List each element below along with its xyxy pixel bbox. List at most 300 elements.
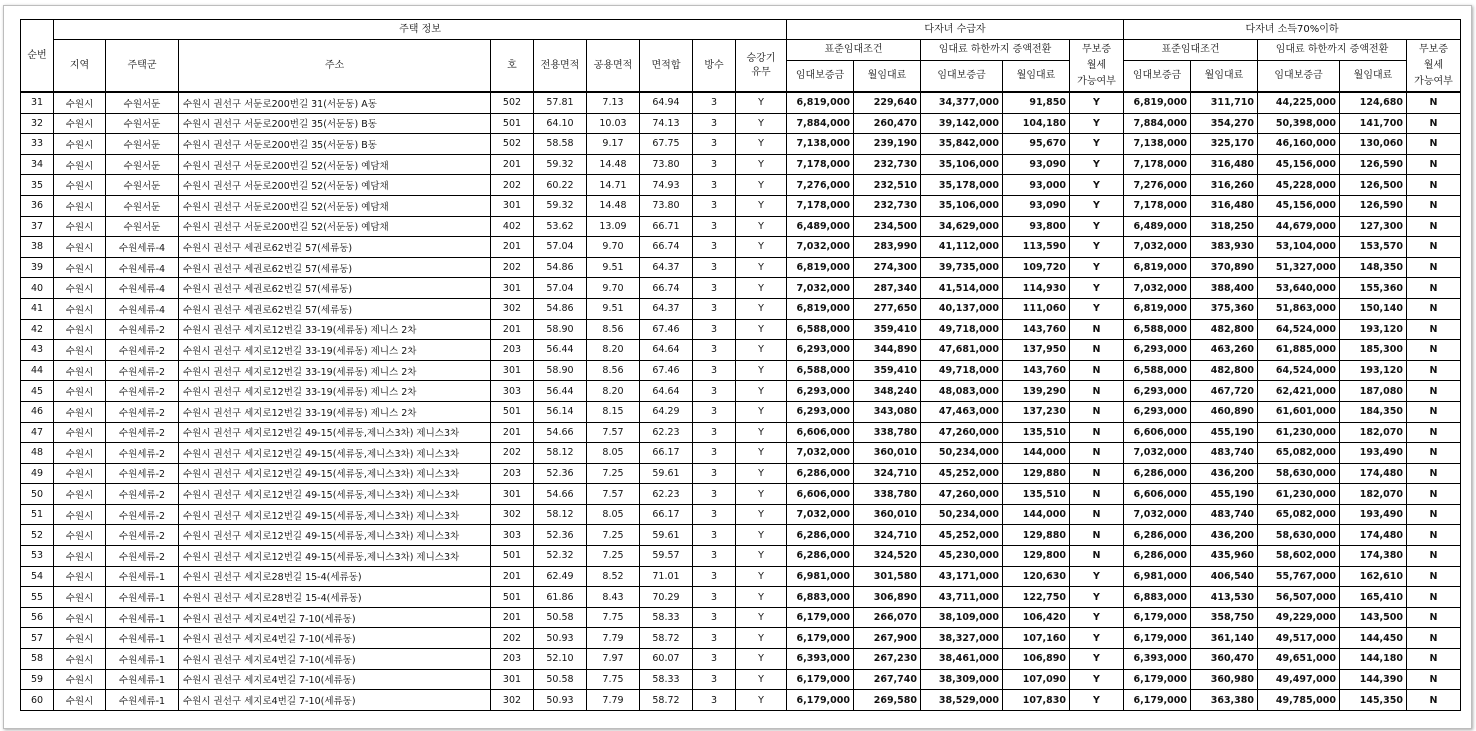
cell-exclusive-area: 58.12 xyxy=(534,443,587,464)
cell-no-deposit-b: N xyxy=(1407,237,1461,258)
cell-exclusive-area: 50.93 xyxy=(534,690,587,711)
cell-monthly-a2: 107,090 xyxy=(1003,669,1070,690)
cell-housing-group: 수원세류-2 xyxy=(106,443,179,464)
deposit-a2: 임대보증금 xyxy=(921,61,1003,93)
cell-unit: 302 xyxy=(491,298,534,319)
cell-deposit-a1: 6,588,000 xyxy=(787,360,854,381)
cell-common-area: 7.75 xyxy=(587,669,640,690)
cell-address: 수원시 권선구 세지로12번길 33-19(세류동) 제니스 2차 xyxy=(179,340,491,361)
cell-monthly-b1: 360,980 xyxy=(1191,669,1258,690)
cell-address: 수원시 권선구 세지로4번길 7-10(세류동) xyxy=(179,690,491,711)
cell-deposit-b1: 6,286,000 xyxy=(1124,525,1191,546)
cell-deposit-a1: 6,286,000 xyxy=(787,463,854,484)
cell-seq: 53 xyxy=(21,546,54,567)
cell-address: 수원시 권선구 세지로12번길 49-15(세류동,제니스3차) 제니스3차 xyxy=(179,463,491,484)
cell-monthly-a1: 260,470 xyxy=(854,113,921,134)
cell-common-area: 8.52 xyxy=(587,566,640,587)
cell-elevator: Y xyxy=(736,566,787,587)
cell-monthly-b2: 124,680 xyxy=(1340,92,1407,113)
cell-monthly-a1: 267,230 xyxy=(854,649,921,670)
cell-no-deposit-a: N xyxy=(1070,546,1124,567)
cell-rooms: 3 xyxy=(693,401,736,422)
cell-common-area: 7.13 xyxy=(587,92,640,113)
cell-deposit-a1: 6,606,000 xyxy=(787,422,854,443)
cell-common-area: 7.57 xyxy=(587,422,640,443)
cell-exclusive-area: 56.44 xyxy=(534,340,587,361)
cell-area-sum: 64.37 xyxy=(640,298,693,319)
cell-monthly-b2: 144,180 xyxy=(1340,649,1407,670)
cell-seq: 48 xyxy=(21,443,54,464)
cell-rooms: 3 xyxy=(693,504,736,525)
cell-region: 수원시 xyxy=(54,113,106,134)
cell-monthly-a1: 344,890 xyxy=(854,340,921,361)
cell-region: 수원시 xyxy=(54,525,106,546)
cell-deposit-a1: 6,286,000 xyxy=(787,546,854,567)
cell-monthly-b1: 455,190 xyxy=(1191,484,1258,505)
cell-address: 수원시 권선구 세지로28번길 15-4(세류동) xyxy=(179,566,491,587)
table-row xyxy=(21,381,1461,402)
cell-area-sum: 70.29 xyxy=(640,587,693,608)
cell-monthly-b2: 153,570 xyxy=(1340,237,1407,258)
cell-housing-group: 수원서둔 xyxy=(106,154,179,175)
cell-rooms: 3 xyxy=(693,340,736,361)
cell-deposit-b2: 58,630,000 xyxy=(1258,463,1340,484)
cell-unit: 501 xyxy=(491,587,534,608)
cell-deposit-b1: 6,293,000 xyxy=(1124,401,1191,422)
cell-seq: 37 xyxy=(21,216,54,237)
cell-rooms: 3 xyxy=(693,113,736,134)
cell-monthly-a1: 324,710 xyxy=(854,463,921,484)
cell-monthly-b1: 455,190 xyxy=(1191,422,1258,443)
cell-deposit-a1: 6,981,000 xyxy=(787,566,854,587)
cell-elevator: Y xyxy=(736,525,787,546)
cell-elevator: Y xyxy=(736,195,787,216)
cell-monthly-a2: 93,090 xyxy=(1003,195,1070,216)
cell-region: 수원시 xyxy=(54,607,106,628)
cell-exclusive-area: 58.12 xyxy=(534,504,587,525)
cell-seq: 36 xyxy=(21,195,54,216)
cell-no-deposit-b: N xyxy=(1407,195,1461,216)
cell-monthly-a1: 283,990 xyxy=(854,237,921,258)
cell-no-deposit-a: Y xyxy=(1070,175,1124,196)
cell-monthly-b2: 127,300 xyxy=(1340,216,1407,237)
cell-exclusive-area: 54.66 xyxy=(534,484,587,505)
cell-monthly-a2: 93,000 xyxy=(1003,175,1070,196)
cell-address: 수원시 권선구 서둔로200번길 52(서둔동) 예담채 xyxy=(179,154,491,175)
cell-seq: 33 xyxy=(21,134,54,155)
cell-common-area: 8.05 xyxy=(587,443,640,464)
cell-deposit-b1: 6,179,000 xyxy=(1124,607,1191,628)
cell-unit: 301 xyxy=(491,195,534,216)
cell-area-sum: 64.29 xyxy=(640,401,693,422)
cell-address: 수원시 권선구 세지로12번길 33-19(세류동) 제니스 2차 xyxy=(179,360,491,381)
cell-rooms: 3 xyxy=(693,278,736,299)
cell-monthly-b1: 482,800 xyxy=(1191,319,1258,340)
cell-monthly-b2: 193,490 xyxy=(1340,504,1407,525)
cell-deposit-b1: 6,179,000 xyxy=(1124,690,1191,711)
cell-housing-group: 수원세류-1 xyxy=(106,649,179,670)
monthly-b1: 월임대료 xyxy=(1191,61,1258,93)
cell-deposit-a1: 6,293,000 xyxy=(787,340,854,361)
cell-deposit-a2: 39,142,000 xyxy=(921,113,1003,134)
cell-area-sum: 64.64 xyxy=(640,381,693,402)
cell-no-deposit-a: Y xyxy=(1070,113,1124,134)
cell-seq: 51 xyxy=(21,504,54,525)
cell-monthly-b2: 185,300 xyxy=(1340,340,1407,361)
cell-deposit-b1: 7,276,000 xyxy=(1124,175,1191,196)
cell-region: 수원시 xyxy=(54,628,106,649)
cell-unit: 501 xyxy=(491,401,534,422)
cell-monthly-a1: 232,730 xyxy=(854,154,921,175)
cell-deposit-a1: 6,819,000 xyxy=(787,298,854,319)
cell-seq: 45 xyxy=(21,381,54,402)
cell-housing-group: 수원세류-1 xyxy=(106,587,179,608)
cell-elevator: Y xyxy=(736,154,787,175)
cell-monthly-b1: 460,890 xyxy=(1191,401,1258,422)
cell-deposit-a1: 7,178,000 xyxy=(787,154,854,175)
cell-rooms: 3 xyxy=(693,690,736,711)
cell-monthly-b1: 360,470 xyxy=(1191,649,1258,670)
cell-deposit-b2: 49,785,000 xyxy=(1258,690,1340,711)
table-row xyxy=(21,237,1461,258)
cell-address: 수원시 권선구 세지로28번길 15-4(세류동) xyxy=(179,587,491,608)
cell-common-area: 10.03 xyxy=(587,113,640,134)
cell-region: 수원시 xyxy=(54,278,106,299)
cell-area-sum: 74.93 xyxy=(640,175,693,196)
cell-deposit-b2: 61,885,000 xyxy=(1258,340,1340,361)
cell-region: 수원시 xyxy=(54,649,106,670)
cell-unit: 201 xyxy=(491,607,534,628)
cell-deposit-b1: 6,179,000 xyxy=(1124,669,1191,690)
cell-address: 수원시 권선구 세지로4번길 7-10(세류동) xyxy=(179,669,491,690)
cell-monthly-b2: 182,070 xyxy=(1340,484,1407,505)
cell-elevator: Y xyxy=(736,134,787,155)
cell-monthly-a1: 348,240 xyxy=(854,381,921,402)
cell-monthly-b2: 130,060 xyxy=(1340,134,1407,155)
cell-monthly-a1: 239,190 xyxy=(854,134,921,155)
cell-area-sum: 58.72 xyxy=(640,690,693,711)
cell-area-sum: 71.01 xyxy=(640,566,693,587)
cell-no-deposit-b: N xyxy=(1407,443,1461,464)
cell-monthly-a1: 229,640 xyxy=(854,92,921,113)
cell-unit: 301 xyxy=(491,669,534,690)
cell-monthly-a1: 359,410 xyxy=(854,319,921,340)
cell-housing-group: 수원세류-2 xyxy=(106,525,179,546)
cell-rooms: 3 xyxy=(693,195,736,216)
cell-monthly-b1: 370,890 xyxy=(1191,257,1258,278)
cell-unit: 301 xyxy=(491,278,534,299)
cell-monthly-b1: 436,200 xyxy=(1191,525,1258,546)
conv-b: 임대료 하한까지 증액전환 xyxy=(1258,40,1407,61)
cell-monthly-b1: 413,530 xyxy=(1191,587,1258,608)
cell-monthly-b2: 148,350 xyxy=(1340,257,1407,278)
cell-monthly-a1: 269,580 xyxy=(854,690,921,711)
cell-deposit-b1: 6,819,000 xyxy=(1124,298,1191,319)
cell-monthly-a1: 232,730 xyxy=(854,195,921,216)
cell-deposit-b1: 6,293,000 xyxy=(1124,340,1191,361)
cell-unit: 202 xyxy=(491,257,534,278)
cell-monthly-b2: 143,500 xyxy=(1340,607,1407,628)
cell-deposit-a1: 6,179,000 xyxy=(787,607,854,628)
cell-monthly-a2: 135,510 xyxy=(1003,422,1070,443)
cell-monthly-b1: 358,750 xyxy=(1191,607,1258,628)
cell-elevator: Y xyxy=(736,422,787,443)
cell-area-sum: 66.71 xyxy=(640,216,693,237)
cell-deposit-a2: 50,234,000 xyxy=(921,504,1003,525)
cell-deposit-b2: 58,630,000 xyxy=(1258,525,1340,546)
cell-no-deposit-b: N xyxy=(1407,257,1461,278)
cell-elevator: Y xyxy=(736,216,787,237)
cell-no-deposit-a: Y xyxy=(1070,154,1124,175)
cell-no-deposit-b: N xyxy=(1407,340,1461,361)
table-row xyxy=(21,401,1461,422)
cell-no-deposit-a: Y xyxy=(1070,278,1124,299)
cell-deposit-b1: 6,606,000 xyxy=(1124,484,1191,505)
cell-deposit-b2: 61,230,000 xyxy=(1258,422,1340,443)
cell-no-deposit-b: N xyxy=(1407,92,1461,113)
cell-monthly-b1: 483,740 xyxy=(1191,504,1258,525)
cell-common-area: 7.25 xyxy=(587,525,640,546)
cell-monthly-a1: 234,500 xyxy=(854,216,921,237)
cell-seq: 52 xyxy=(21,525,54,546)
cell-region: 수원시 xyxy=(54,690,106,711)
cell-exclusive-area: 64.10 xyxy=(534,113,587,134)
cell-common-area: 9.70 xyxy=(587,278,640,299)
table-row xyxy=(21,504,1461,525)
cell-region: 수원시 xyxy=(54,360,106,381)
cell-monthly-b1: 375,360 xyxy=(1191,298,1258,319)
cell-deposit-b2: 61,601,000 xyxy=(1258,401,1340,422)
cell-elevator: Y xyxy=(736,175,787,196)
cell-monthly-a2: 143,760 xyxy=(1003,360,1070,381)
cell-address: 수원시 권선구 세권로62번길 57(세류동) xyxy=(179,278,491,299)
cell-monthly-a2: 129,880 xyxy=(1003,525,1070,546)
cell-monthly-a1: 338,780 xyxy=(854,484,921,505)
cell-common-area: 7.79 xyxy=(587,628,640,649)
cell-rooms: 3 xyxy=(693,92,736,113)
cell-area-sum: 66.74 xyxy=(640,278,693,299)
cell-elevator: Y xyxy=(736,669,787,690)
cell-common-area: 7.25 xyxy=(587,463,640,484)
cell-region: 수원시 xyxy=(54,669,106,690)
cell-monthly-b2: 144,390 xyxy=(1340,669,1407,690)
cell-unit: 201 xyxy=(491,422,534,443)
cell-unit: 203 xyxy=(491,649,534,670)
cell-common-area: 7.79 xyxy=(587,690,640,711)
cell-no-deposit-b: N xyxy=(1407,669,1461,690)
group-multi-child: 다자녀 수급자 xyxy=(787,20,1124,40)
cell-no-deposit-b: N xyxy=(1407,504,1461,525)
cell-seq: 58 xyxy=(21,649,54,670)
cell-rooms: 3 xyxy=(693,525,736,546)
cell-housing-group: 수원세류-2 xyxy=(106,381,179,402)
cell-no-deposit-a: Y xyxy=(1070,649,1124,670)
cell-no-deposit-a: Y xyxy=(1070,628,1124,649)
cell-monthly-a2: 93,090 xyxy=(1003,154,1070,175)
col-rooms: 방수 xyxy=(693,40,736,93)
cell-monthly-a2: 137,230 xyxy=(1003,401,1070,422)
cell-address: 수원시 권선구 세권로62번길 57(세류동) xyxy=(179,237,491,258)
cell-deposit-b2: 50,398,000 xyxy=(1258,113,1340,134)
group-house-info: 주택 정보 xyxy=(54,20,787,40)
cell-housing-group: 수원세류-4 xyxy=(106,278,179,299)
cell-no-deposit-b: N xyxy=(1407,113,1461,134)
table-row xyxy=(21,546,1461,567)
cell-address: 수원시 권선구 세지로12번길 49-15(세류동,제니스3차) 제니스3차 xyxy=(179,443,491,464)
cell-elevator: Y xyxy=(736,340,787,361)
cell-region: 수원시 xyxy=(54,257,106,278)
cell-area-sum: 73.80 xyxy=(640,154,693,175)
cell-monthly-a1: 232,510 xyxy=(854,175,921,196)
cell-region: 수원시 xyxy=(54,195,106,216)
cell-deposit-a1: 7,032,000 xyxy=(787,443,854,464)
cell-unit: 301 xyxy=(491,484,534,505)
cell-elevator: Y xyxy=(736,278,787,299)
cell-monthly-a2: 106,420 xyxy=(1003,607,1070,628)
housing-table xyxy=(20,19,1461,711)
cell-housing-group: 수원세류-2 xyxy=(106,340,179,361)
cell-area-sum: 64.37 xyxy=(640,257,693,278)
cell-monthly-b1: 483,740 xyxy=(1191,443,1258,464)
cell-housing-group: 수원서둔 xyxy=(106,134,179,155)
cell-deposit-a2: 48,083,000 xyxy=(921,381,1003,402)
table-row xyxy=(21,463,1461,484)
cell-monthly-a2: 129,800 xyxy=(1003,546,1070,567)
cell-seq: 46 xyxy=(21,401,54,422)
cell-rooms: 3 xyxy=(693,443,736,464)
cell-deposit-b2: 65,082,000 xyxy=(1258,443,1340,464)
cell-deposit-a2: 38,327,000 xyxy=(921,628,1003,649)
cell-deposit-a1: 6,489,000 xyxy=(787,216,854,237)
cell-deposit-b2: 51,863,000 xyxy=(1258,298,1340,319)
cell-unit: 202 xyxy=(491,175,534,196)
cell-housing-group: 수원세류-2 xyxy=(106,422,179,443)
table-row xyxy=(21,360,1461,381)
cell-rooms: 3 xyxy=(693,298,736,319)
cell-address: 수원시 권선구 세지로4번길 7-10(세류동) xyxy=(179,628,491,649)
cell-region: 수원시 xyxy=(54,546,106,567)
cell-monthly-b1: 406,540 xyxy=(1191,566,1258,587)
cell-monthly-b1: 325,170 xyxy=(1191,134,1258,155)
cell-deposit-b1: 6,286,000 xyxy=(1124,546,1191,567)
cell-monthly-b1: 463,260 xyxy=(1191,340,1258,361)
cell-housing-group: 수원서둔 xyxy=(106,175,179,196)
cell-monthly-a2: 144,000 xyxy=(1003,443,1070,464)
cell-region: 수원시 xyxy=(54,92,106,113)
cell-common-area: 9.70 xyxy=(587,237,640,258)
cell-no-deposit-b: N xyxy=(1407,649,1461,670)
cell-elevator: Y xyxy=(736,463,787,484)
cell-seq: 56 xyxy=(21,607,54,628)
cell-no-deposit-a: N xyxy=(1070,443,1124,464)
cell-elevator: Y xyxy=(736,237,787,258)
cell-no-deposit-a: N xyxy=(1070,525,1124,546)
cell-unit: 303 xyxy=(491,381,534,402)
cell-region: 수원시 xyxy=(54,566,106,587)
cell-monthly-b2: 155,360 xyxy=(1340,278,1407,299)
cell-seq: 38 xyxy=(21,237,54,258)
cell-deposit-a2: 43,711,000 xyxy=(921,587,1003,608)
table-row xyxy=(21,92,1461,113)
cell-seq: 41 xyxy=(21,298,54,319)
cell-region: 수원시 xyxy=(54,298,106,319)
table-row xyxy=(21,525,1461,546)
table-row xyxy=(21,195,1461,216)
cell-area-sum: 66.17 xyxy=(640,504,693,525)
cell-monthly-b1: 388,400 xyxy=(1191,278,1258,299)
cell-no-deposit-b: N xyxy=(1407,484,1461,505)
cell-seq: 57 xyxy=(21,628,54,649)
cell-common-area: 14.48 xyxy=(587,154,640,175)
cell-address: 수원시 권선구 세지로12번길 49-15(세류동,제니스3차) 제니스3차 xyxy=(179,422,491,443)
cell-area-sum: 74.13 xyxy=(640,113,693,134)
cell-monthly-b2: 184,350 xyxy=(1340,401,1407,422)
cell-address: 수원시 권선구 서둔로200번길 52(서둔동) 예담채 xyxy=(179,195,491,216)
cell-unit: 402 xyxy=(491,216,534,237)
cell-no-deposit-a: N xyxy=(1070,484,1124,505)
cell-area-sum: 67.46 xyxy=(640,319,693,340)
cell-region: 수원시 xyxy=(54,463,106,484)
table-row xyxy=(21,443,1461,464)
cell-deposit-b2: 64,524,000 xyxy=(1258,319,1340,340)
cell-housing-group: 수원세류-1 xyxy=(106,690,179,711)
cell-unit: 201 xyxy=(491,319,534,340)
cell-monthly-b1: 361,140 xyxy=(1191,628,1258,649)
cell-deposit-b2: 51,327,000 xyxy=(1258,257,1340,278)
cell-seq: 59 xyxy=(21,669,54,690)
cell-elevator: Y xyxy=(736,113,787,134)
cell-exclusive-area: 57.81 xyxy=(534,92,587,113)
table-row xyxy=(21,257,1461,278)
cell-monthly-b2: 174,480 xyxy=(1340,463,1407,484)
cell-common-area: 14.71 xyxy=(587,175,640,196)
conv-a: 임대료 하한까지 증액전환 xyxy=(921,40,1070,61)
cell-monthly-a2: 122,750 xyxy=(1003,587,1070,608)
cell-seq: 54 xyxy=(21,566,54,587)
cell-housing-group: 수원세류-4 xyxy=(106,237,179,258)
cell-deposit-a2: 47,681,000 xyxy=(921,340,1003,361)
cell-deposit-a2: 39,735,000 xyxy=(921,257,1003,278)
cell-monthly-a1: 301,580 xyxy=(854,566,921,587)
cell-monthly-b1: 316,260 xyxy=(1191,175,1258,196)
std-cond-b: 표준임대조건 xyxy=(1124,40,1258,61)
cell-seq: 40 xyxy=(21,278,54,299)
cell-area-sum: 58.33 xyxy=(640,669,693,690)
cell-no-deposit-b: N xyxy=(1407,154,1461,175)
cell-no-deposit-b: N xyxy=(1407,422,1461,443)
deposit-a1: 임대보증금 xyxy=(787,61,854,93)
std-cond-a: 표준임대조건 xyxy=(787,40,921,61)
cell-monthly-a1: 266,070 xyxy=(854,607,921,628)
cell-area-sum: 58.33 xyxy=(640,607,693,628)
cell-deposit-a1: 6,819,000 xyxy=(787,92,854,113)
col-address: 주소 xyxy=(179,40,491,93)
cell-deposit-b1: 7,032,000 xyxy=(1124,278,1191,299)
cell-deposit-a2: 45,230,000 xyxy=(921,546,1003,567)
cell-monthly-b2: 165,410 xyxy=(1340,587,1407,608)
cell-deposit-b1: 7,032,000 xyxy=(1124,504,1191,525)
cell-monthly-a1: 287,340 xyxy=(854,278,921,299)
cell-monthly-b2: 193,490 xyxy=(1340,443,1407,464)
cell-exclusive-area: 59.32 xyxy=(534,154,587,175)
cell-monthly-b1: 436,200 xyxy=(1191,463,1258,484)
cell-deposit-b1: 7,178,000 xyxy=(1124,154,1191,175)
no-deposit-a: 무보증 월세 가능여부 xyxy=(1070,40,1124,93)
col-area-sum: 면적합 xyxy=(640,40,693,93)
cell-seq: 49 xyxy=(21,463,54,484)
cell-housing-group: 수원세류-1 xyxy=(106,607,179,628)
table-row xyxy=(21,175,1461,196)
